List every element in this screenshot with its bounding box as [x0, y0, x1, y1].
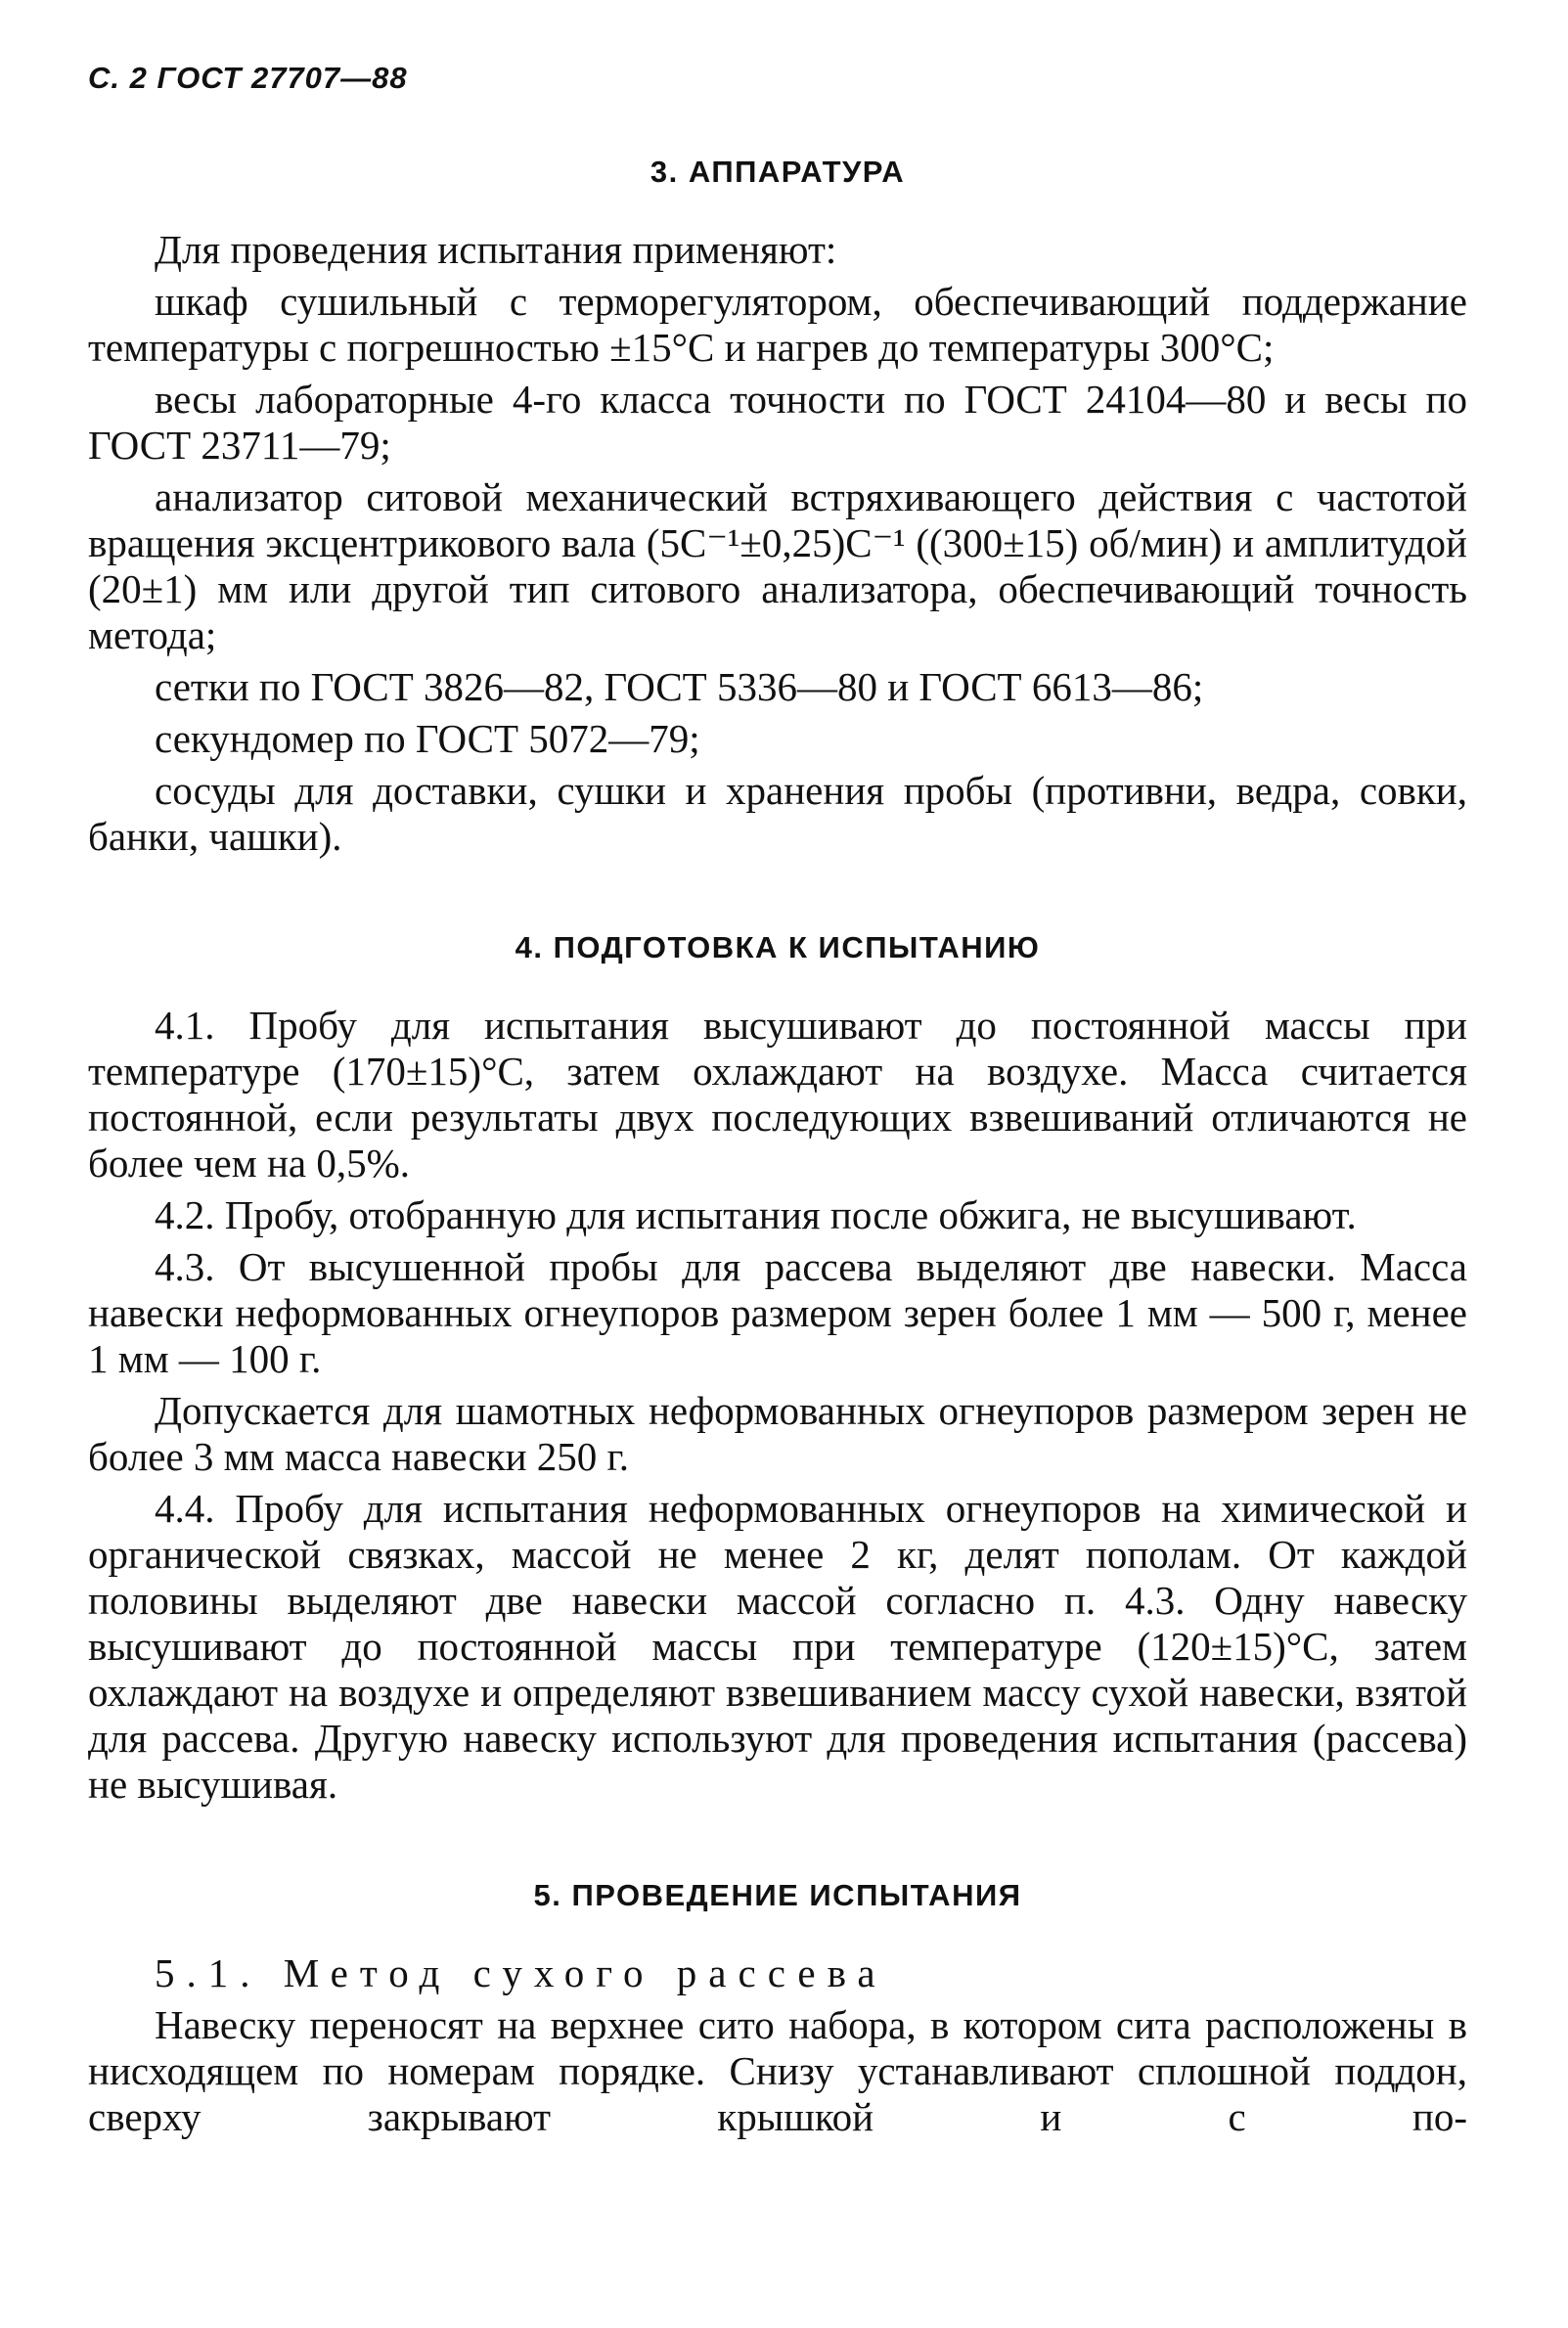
paragraph: сетки по ГОСТ 3826—82, ГОСТ 5336—80 и ГОСТ 6613—86; — [155, 664, 1204, 709]
paragraph: 4.3. От высушенной пробы для рассева выделяют две навески. Масса навески неформованных огнеупоров размером зерен более 1 мм — 500 г, менее 1 мм — 100 г. — [88, 1244, 1467, 1381]
section-title-testing: 5. ПРОВЕДЕНИЕ ИСПЫТАНИЯ — [533, 1878, 1022, 1912]
paragraph: Допускается для шамотных неформованных огнеупоров размером зерен не более 3 мм масса навески 250 г. — [88, 1388, 1467, 1479]
paragraph: 4.2. Пробу, отобранную для испытания после обжига, не высушивают. — [155, 1192, 1357, 1237]
paragraph: Навеску переносят на верхнее сито набора, в котором сита расположены в нисходящем по номерам порядке. Снизу устанавливают сплошной поддон, сверху закрывают крышкой и с по- — [88, 2002, 1467, 2139]
section-title-apparatus: 3. АППАРАТУРА — [650, 155, 906, 189]
running-header: С. 2 ГОСТ 27707—88 — [88, 61, 408, 95]
paragraph: весы лабораторные 4-го класса точности по ГОСТ 24104—80 и весы по ГОСТ 23711—79; — [88, 377, 1467, 468]
paragraph: Для проведения испытания применяют: — [155, 227, 837, 272]
document-page — [88, 59, 1467, 2146]
paragraph: 4.1. Пробу для испытания высушивают до постоянной массы при температуре (170±15)°С, затем охлаждают на воздухе. Масса считается постоянной, если результаты двух последующих взвешиваний отличаются не более чем на 0,5%. — [88, 1003, 1467, 1186]
section-title-preparation: 4. ПОДГОТОВКА К ИСПЫТАНИЮ — [515, 930, 1041, 964]
paragraph: сосуды для доставки, сушки и хранения пробы (противни, ведра, совки, банки, чашки). — [88, 768, 1467, 859]
paragraph: секундомер по ГОСТ 5072—79; — [155, 716, 700, 761]
subsection-label-text: 5.1. Метод сухого рассева — [155, 1950, 887, 1995]
subsection-label — [88, 1950, 1467, 1996]
paragraph: 4.4. Пробу для испытания неформованных огнеупоров на химической и органической связках, массой не менее 2 кг, делят пополам. От каждой половины выделяют две навески массой согласно п. 4.3. Одну навеску высушивают до постоянной массы при температуре (120±15)°С, затем охлаждают на воздухе и определяют взвешиванием массу сухой навески, взятой для рассева. Другую навеску используют для проведения испытания (рассева) не высушивая. — [88, 1486, 1467, 1807]
paragraph: анализатор ситовой механический встряхивающего действия с частотой вращения эксцентрикового вала (5С⁻¹±0,25)С⁻¹ ((300±15) об/мин) и амплитудой (20±1) мм или другой тип ситового анализатора, обеспечивающий точность метода; — [88, 474, 1467, 657]
paragraph: шкаф сушильный с терморегулятором, обеспечивающий поддержание температуры с погрешностью ±15°С и нагрев до температуры 300°С; — [88, 279, 1467, 370]
